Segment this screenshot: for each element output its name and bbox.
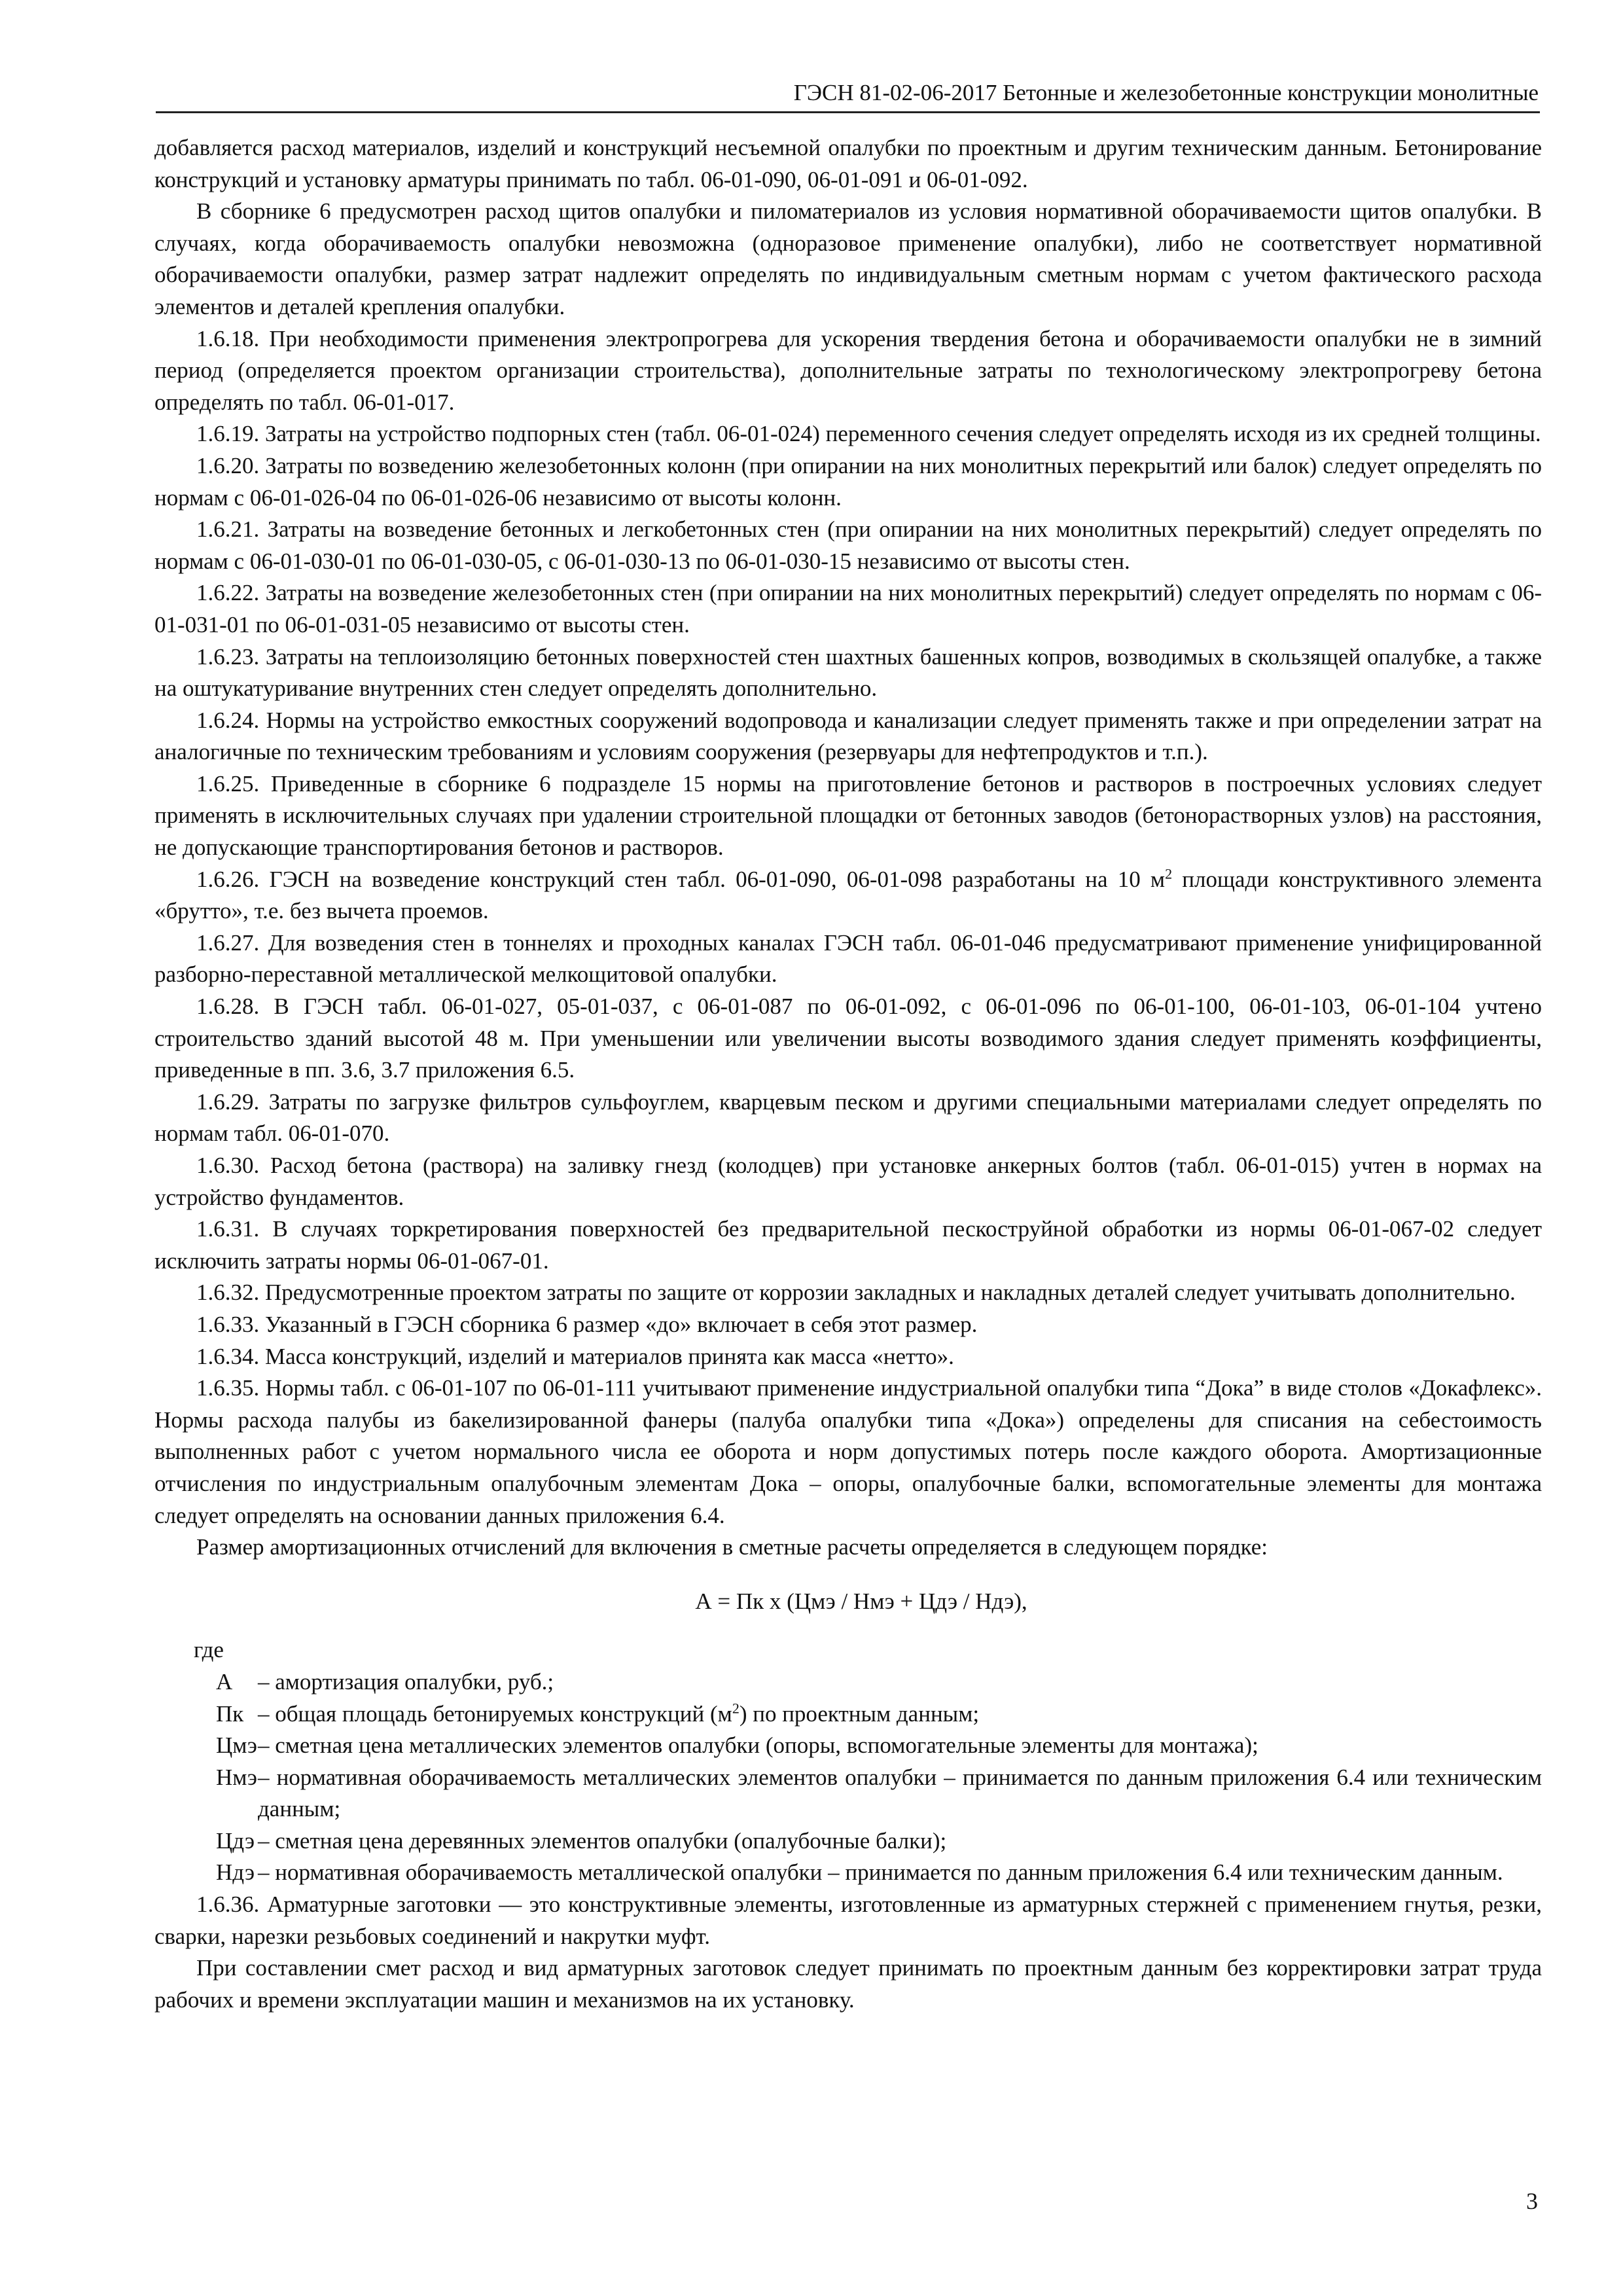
definition-text: – амортизация опалубки, руб.; <box>258 1668 554 1695</box>
paragraph-1-6-32: 1.6.32. Предусмотренные проектом затраты по защите от коррозии закладных и накладных деталей следует учитывать дополнительно. <box>196 1280 1516 1306</box>
paragraph-1-6-34: 1.6.34. Масса конструкций, изделий и материалов принята как масса «нетто». <box>196 1343 954 1369</box>
definition-text: – нормативная оборачиваемость металлических элементов опалубки – принимается по данным приложения 6.4 или техническим данным; <box>258 1764 1542 1822</box>
paragraph-amortization-intro: Размер амортизационных отчислений для включения в сметные расчеты определяется в следующем порядке: <box>196 1534 1268 1560</box>
paragraph-formwork-turnover: В сборнике 6 предусмотрен расход щитов опалубки и пиломатериалов из условия нормативной оборачиваемости щитов опалубки. В случаях, когда оборачиваемость опалубки невозможна (одноразовое применение опалубки), либо не соответствует нормативной оборачиваемости опалубки, размер затрат надлежит определять по индивидуальным сметным нормам с учетом фактического расхода элементов и деталей крепления опалубки. <box>154 198 1542 319</box>
header-title: ГЭСН 81-02-06-2017 Бетонные и железобетонные конструкции монолитные <box>793 80 1539 105</box>
paragraph-1-6-29: 1.6.29. Затраты по загрузке фильтров сульфоуглем, кварцевым песком и другими специальными материалами следует определять по нормам табл. 06-01-070. <box>154 1088 1542 1147</box>
definition-symbol: Нмэ <box>216 1764 257 1790</box>
paragraph-1-6-36: 1.6.36. Арматурные заготовки — это конструктивные элементы, изготовленные из арматурных стержней с применением гнутья, резки, сварки, нарезки резьбовых соединений и накрутки муфт. <box>154 1892 1542 1949</box>
document-body <box>154 132 1542 2016</box>
paragraph-1-6-26-start: 1.6.26. ГЭСН на возведение конструкций стен табл. 06-01-090, 06-01-098 разработаны на 10 м <box>196 866 1166 892</box>
paragraph-1-6-27: 1.6.27. Для возведения стен в тоннелях и проходных каналах ГЭСН табл. 06-01-046 предусматривают применение унифицированной разборно-переставной металлической мелкощитовой опалубки. <box>154 929 1542 988</box>
definition-symbol: Цмэ <box>216 1732 257 1759</box>
paragraph-1-6-24: 1.6.24. Нормы на устройство емкостных сооружений водопровода и канализации следует применять также и при определении затрат на аналогичные по техническим требованиям и условиям сооружения (резервуары для нефтепродуктов и т.п.). <box>154 707 1542 765</box>
superscript-2: 2 <box>1165 865 1173 882</box>
paragraph-1-6-22: 1.6.22. Затраты на возведение железобетонных стен (при опирании на них монолитных перекрытий) следует определять по нормам с 06-01-031-01 по 06-01-031-05 независимо от высоты стен. <box>154 580 1542 637</box>
definition-symbol: Пк <box>216 1700 244 1727</box>
paragraph-1-6-35: 1.6.35. Нормы табл. с 06-01-107 по 06-01-111 учитывают применение индустриальной опалубки типа “Дока” в виде столов «Докафлекс». Нормы расхода палубы из бакелизированной фанеры (палуба опалубки типа «Дока») определены для списания на себестоимость выполненных работ с учетом нормального числа ее оборота и норм допустимых потерь после каждого оборота. Амортизационные отчисления по индустриальным опалубочным элементам Дока – опоры, опалубочные балки, вспомогательные элементы для монтажа следует определять на основании данных приложения 6.4. <box>154 1375 1542 1528</box>
superscript-2: 2 <box>732 1699 740 1716</box>
paragraph-1-6-26 <box>154 864 1542 927</box>
paragraph-1-6-25: 1.6.25. Приведенные в сборнике 6 подразделе 15 нормы на приготовление бетонов и растворов в построечных условиях следует применять в исключительных случаях при удалении строительной площадки от бетонных заводов (бетонорастворных узлов) на расстояния, не допускающие транспортирования бетонов и растворов. <box>154 770 1542 861</box>
definition-text: – сметная цена деревянных элементов опалубки (опалубочные балки); <box>258 1827 947 1854</box>
definition-text-end: ) по проектным данным; <box>739 1700 980 1727</box>
paragraph-1-6-20: 1.6.20. Затраты по возведению железобетонных колонн (при опирании на них монолитных перекрытий или балок) следует определять по нормам с 06-01-026-04 по 06-01-026-06 независимо от высоты колонн. <box>154 452 1542 511</box>
definition-text: – нормативная оборачиваемость металлической опалубки – принимается по данным приложения 6.4 или техническим данным. <box>258 1859 1503 1886</box>
definition-symbol: Цдэ <box>216 1827 255 1854</box>
definition-tsme <box>154 1730 1542 1762</box>
definition-symbol: А <box>216 1668 233 1695</box>
paragraph-1-6-33: 1.6.33. Указанный в ГЭСН сборника 6 размер «до» включает в себя этот размер. <box>196 1311 978 1337</box>
paragraph-1-6-30: 1.6.30. Расход бетона (раствора) на заливку гнезд (колодцев) при установке анкерных болтов (табл. 06-01-015) учтен в нормах на устройство фундаментов. <box>154 1153 1542 1210</box>
paragraph-1-6-18: 1.6.18. При необходимости применения электропрогрева для ускорения твердения бетона и оборачиваемости опалубки не в зимний период (определяется проектом организации строительства), дополнительные затраты по технологическому электропрогреву бетона определять по табл. 06-01-017. <box>154 325 1542 415</box>
paragraph-continuation: добавляется расход материалов, изделий и конструкций несъемной опалубки по проектным и другим техническим данным. Бетонирование конструкций и установку арматуры принимать по табл. 06-01-090, 06-01-091 и 06-01-092. <box>154 135 1542 192</box>
paragraph-1-6-23: 1.6.23. Затраты на теплоизоляцию бетонных поверхностей стен шахтных башенных копров, возводимых в скользящей опалубке, а также на оштукатуривание внутренних стен следует определять дополнительно. <box>154 643 1542 702</box>
definition-text-start: – общая площадь бетонируемых конструкций (м <box>258 1700 732 1727</box>
definition-nde <box>154 1857 1542 1889</box>
amortization-formula: А = Пк х (Цмэ / Нмэ + Цдэ / Ндэ), <box>695 1588 1027 1614</box>
definition-pk <box>154 1698 1542 1731</box>
where-label: где <box>194 1637 224 1663</box>
definition-a <box>154 1666 1542 1698</box>
definition-symbol: Ндэ <box>216 1859 255 1886</box>
page-header <box>156 77 1540 113</box>
paragraph-1-6-26-end: площади конструктивного элемента «брутто», т.е. без вычета проемов. <box>154 866 1542 924</box>
page-number: 3 <box>1526 2188 1538 2214</box>
definition-nme <box>154 1762 1542 1825</box>
paragraph-1-6-31: 1.6.31. В случаях торкретирования поверхностей без предварительной пескоструйной обработки из нормы 06-01-067-02 следует исключить затраты нормы 06-01-067-01. <box>154 1216 1542 1274</box>
definition-text: – сметная цена металлических элементов опалубки (опоры, вспомогательные элементы для монтажа); <box>258 1732 1258 1759</box>
definition-tsde <box>154 1825 1542 1857</box>
paragraph-rebar-estimates: При составлении смет расход и вид арматурных заготовок следует принимать по проектным данным без корректировки затрат труда рабочих и времени эксплуатации машин и механизмов на их установку. <box>154 1955 1542 2013</box>
paragraph-1-6-28: 1.6.28. В ГЭСН табл. 06-01-027, 05-01-037, с 06-01-087 по 06-01-092, с 06-01-096 по 06-01-100, 06-01-103, 06-01-104 учтено строительство зданий высотой 48 м. При уменьшении или увеличении высоты возводимого здания следует применять коэффициенты, приведенные в пп. 3.6, 3.7 приложения 6.5. <box>154 994 1542 1083</box>
paragraph-1-6-19: 1.6.19. Затраты на устройство подпорных стен (табл. 06-01-024) переменного сечения следует определять исходя из их средней толщины. <box>196 421 1541 447</box>
definition-text <box>258 1698 1542 1731</box>
paragraph-1-6-21: 1.6.21. Затраты на возведение бетонных и легкобетонных стен (при опирании на них монолитных перекрытий) следует определять по нормам с 06-01-030-01 по 06-01-030-05, с 06-01-030-13 по 06-01-030-15 независимо от высоты стен. <box>154 516 1542 574</box>
